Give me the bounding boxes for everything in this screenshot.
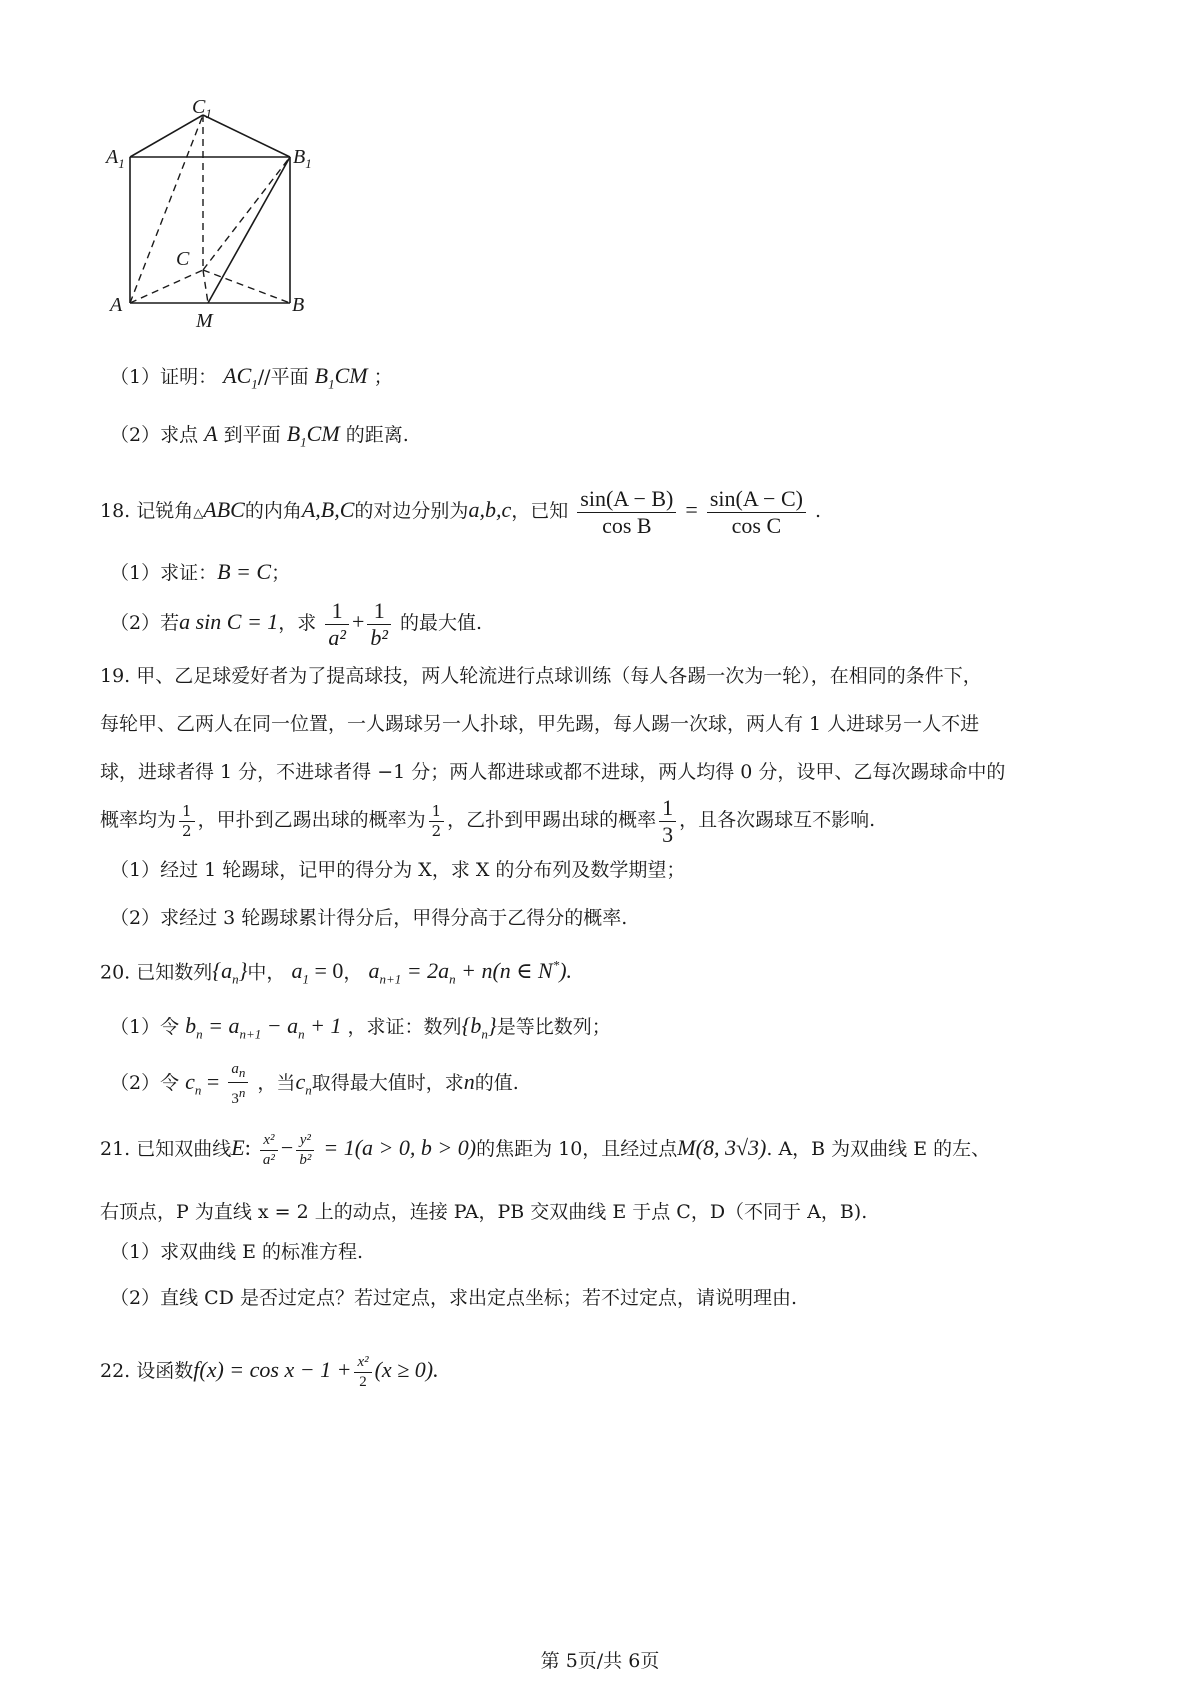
q19-fraction-half-2: $\frac{1}{2}$ bbox=[429, 802, 445, 841]
q18-part2: （2）若a sin C = 1，求 $\frac{1}{\text{a²}}$ + $\frac{1}{\text{b²}}$ 的最大值. bbox=[110, 597, 483, 650]
edge-c-b bbox=[203, 270, 290, 303]
label-b1: $B_1$ bbox=[293, 146, 312, 171]
q19-line-4: 概率均为 $\frac{1}{2}$ ，甲扑到乙踢出球的概率为 $\frac{1}{2}$ ，乙扑到甲踢出球的概率 $\frac{1}{3}$ ，且各次踢球互不影响. bbox=[100, 794, 876, 847]
prism-figure bbox=[100, 95, 330, 340]
q20-stem: 20. 已知数列$\{a_n\}$中， $a_1 = 0$， $a_{n+1} = 2a_n + n(n$ ∈ N*). bbox=[100, 958, 573, 987]
edge-b1-m bbox=[208, 157, 290, 303]
q21-part2: （2）直线 CD 是否过定点？若过定点，求出定点坐标；若不过定点，请说明理由. bbox=[110, 1287, 797, 1309]
edge-c-b1 bbox=[203, 157, 290, 270]
edge-a1-c1 bbox=[130, 115, 203, 157]
label-m: M bbox=[196, 310, 213, 332]
q19-fraction-third: $\frac{1}{3}$ bbox=[659, 795, 676, 848]
edge-a-c1 bbox=[130, 115, 203, 303]
q20-part2: （2）令 $c_n$ = $\frac{a_n}{3^n}$ ，当$c_n$取得最大值时，求n的值. bbox=[110, 1060, 519, 1107]
q19-line-3: 球，进球者得 1 分，不进球者得 −1 分；两人都进球或都不进球，两人均得 0 分，设甲、乙每次踢球命中的 bbox=[100, 761, 1006, 783]
q19-line-1: 19. 甲、乙足球爱好者为了提高球技，两人轮流进行点球训练（每人各踢一次为一轮），在相同的条件下， bbox=[100, 665, 982, 687]
q21-fraction-x: $\frac{\text{x²}}{\text{a²}}$ bbox=[260, 1131, 278, 1170]
q21-part1: （1）求双曲线 E 的标准方程. bbox=[110, 1241, 364, 1263]
q18-part2-fraction-1: $\frac{1}{\text{a²}}$ bbox=[325, 598, 349, 651]
q19-fraction-half-1: $\frac{1}{2}$ bbox=[179, 802, 195, 841]
page-footer: 第 5页/共 6页 bbox=[540, 1650, 660, 1672]
q17-part2: （2）求点 A 到平面 $B_1CM$ 的距离. bbox=[110, 421, 409, 450]
label-a: A bbox=[110, 294, 123, 316]
q18-fraction-2: $\frac{\sin(A - C)}{\text{cos C}}$ bbox=[707, 486, 806, 539]
q21-fraction-y: $\frac{\text{y²}}{\text{b²}}$ bbox=[296, 1131, 314, 1170]
q19-part1: （1）经过 1 轮踢球，记甲的得分为 X，求 X 的分布列及数学期望； bbox=[110, 859, 686, 881]
q22-fraction: $\frac{\text{x²}}{2}$ bbox=[354, 1353, 371, 1392]
q17-part1: （1）证明： $AC_1//$平面 $B_1CM$ ； bbox=[110, 363, 393, 392]
label-a1: $A_1$ bbox=[106, 146, 125, 171]
label-c1: $C_1$ bbox=[192, 96, 212, 121]
q19-part2: （2）求经过 3 轮踢球累计得分后，甲得分高于乙得分的概率. bbox=[110, 907, 628, 929]
q18-part1: （1）求证：B = C； bbox=[110, 559, 291, 584]
q20-fraction: $\frac{a_n}{3^n}$ bbox=[228, 1060, 248, 1109]
q18-fraction-1: $\frac{\sin(A - B)}{\text{cos B}}$ bbox=[577, 486, 676, 539]
q22-stem: 22. 设函数f(x) = cos x − 1 + $\frac{\text{x²}}{2}$ (x ≥ 0). bbox=[100, 1353, 439, 1390]
q20-part1: （1）令 $b_n = a_{n+1} - a_n + 1$ ，求证：数列$\{b_n\}$是等比数列； bbox=[110, 1013, 611, 1042]
q18-stem: 18. 记锐角△ABC的内角A,B,C的对边分别为a,b,c，已知 $\frac{\sin(A - B)}{\text{cos B}}$ = $\frac{\sin(A - C)}{\text{cos C}}$ . bbox=[100, 485, 822, 538]
edge-c-m bbox=[203, 270, 208, 303]
edge-c1-b1 bbox=[203, 115, 290, 157]
q21-line-2: 右顶点，P 为直线 x = 2 上的动点，连接 PA，PB 交双曲线 E 于点 C，D（不同于 A，B). bbox=[100, 1201, 868, 1223]
label-c: C bbox=[176, 248, 190, 270]
q21-stem: 21. 已知双曲线E: $\frac{\text{x²}}{\text{a²}}$ − $\frac{\text{y²}}{\text{b²}}$ = 1(a > 0, b > 0)的焦距为 10，且经过点M(8, 3√3). A，B 为双曲线 E 的左、 bbox=[100, 1131, 991, 1168]
q18-part2-fraction-2: $\frac{1}{\text{b²}}$ bbox=[367, 598, 391, 651]
label-b: B bbox=[292, 294, 305, 316]
q19-line-2: 每轮甲、乙两人在同一位置，一人踢球另一人扑球，甲先踢，每人踢一次球，两人有 1 人进球另一人不进 bbox=[100, 713, 980, 735]
